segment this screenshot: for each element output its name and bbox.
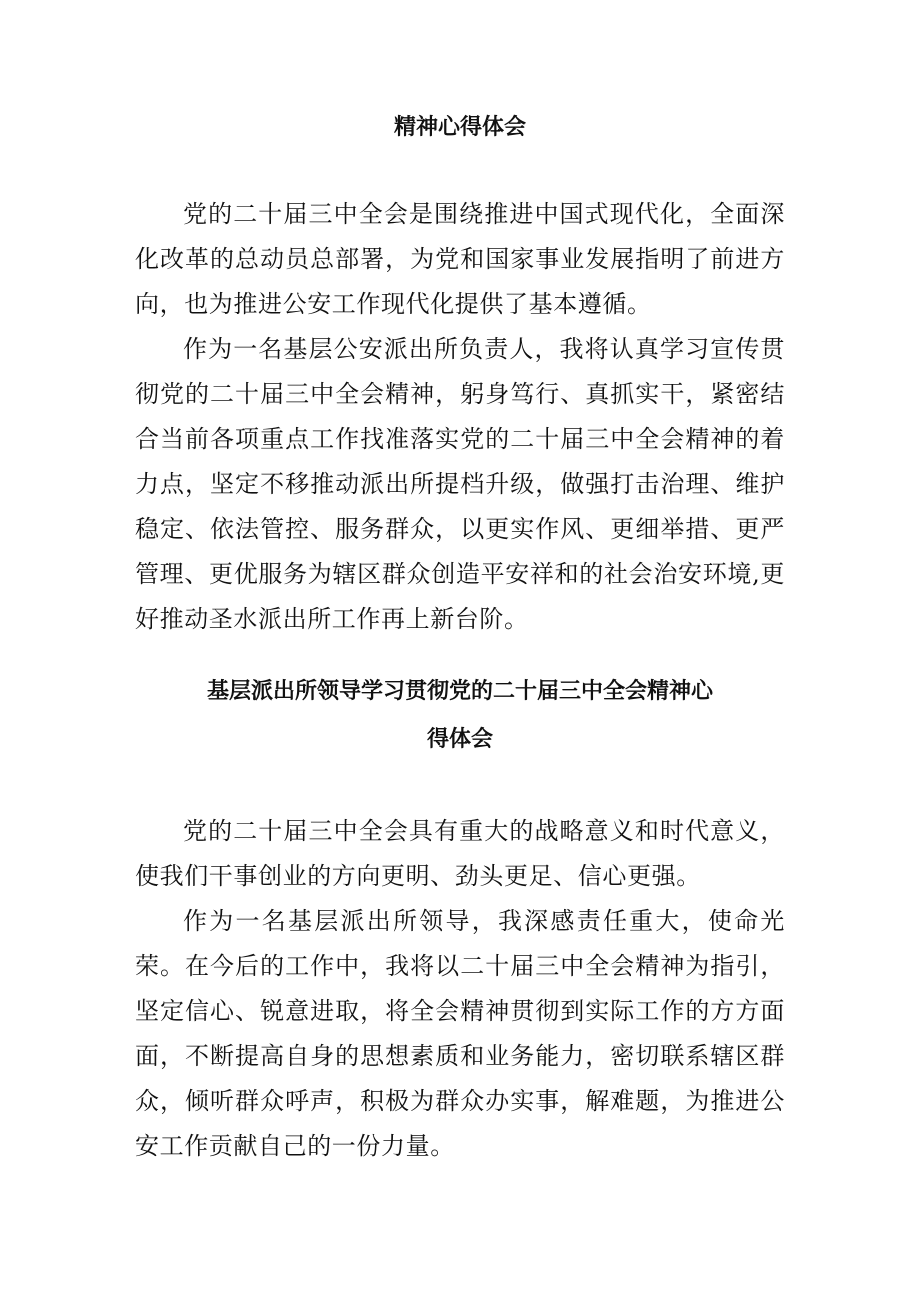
article-1-body: [135, 192, 785, 642]
article-2-paragraph-1: 党的二十届三中全会具有重大的战略意义和时代意义，使我们干事创业的方向更明、劲头更足、信心更强。: [135, 817, 785, 890]
article-2-paragraph-2: 作为一名基层派出所领导，我深感责任重大，使命光荣。在今后的工作中，我将以二十届三中全会精神为指引，坚定信心、锐意进取，将全会精神贯彻到实际工作的方方面面，不断提高自身的思想素质和业务能力，密切联系辖区群众，倾听群众呼声，积极为群众办实事，解难题，为推进公安工作贡献自己的一份力量。: [135, 907, 785, 1160]
article-2-title-line-2: 得体会: [426, 727, 493, 752]
article-2-title: [0, 677, 920, 755]
article-1-title: 精神心得体会: [393, 115, 526, 140]
article-1-paragraph-2: 作为一名基层公安派出所负责人，我将认真学习宣传贯彻党的二十届三中全会精神，躬身笃行、真抓实干，紧密结合当前各项重点工作找准落实党的二十届三中全会精神的着力点，坚定不移推动派出所提档升级，做强打击治理、维护稳定、依法管控、服务群众，以更实作风、更细举措、更严管理、更优服务为辖区群众创造平安祥和的社会治安环境,更好推动圣水派出所工作再上新台阶。: [135, 335, 785, 633]
article-2-title-line-1: 基层派出所领导学习贯彻党的二十届三中全会精神心: [206, 679, 713, 704]
article-1-paragraph-1: 党的二十届三中全会是围绕推进中国式现代化，全面深化改革的总动员总部署，为党和国家事业发展指明了前进方向，也为推进公安工作现代化提供了基本遵循。: [135, 200, 785, 318]
article-2-body: [135, 809, 785, 1169]
